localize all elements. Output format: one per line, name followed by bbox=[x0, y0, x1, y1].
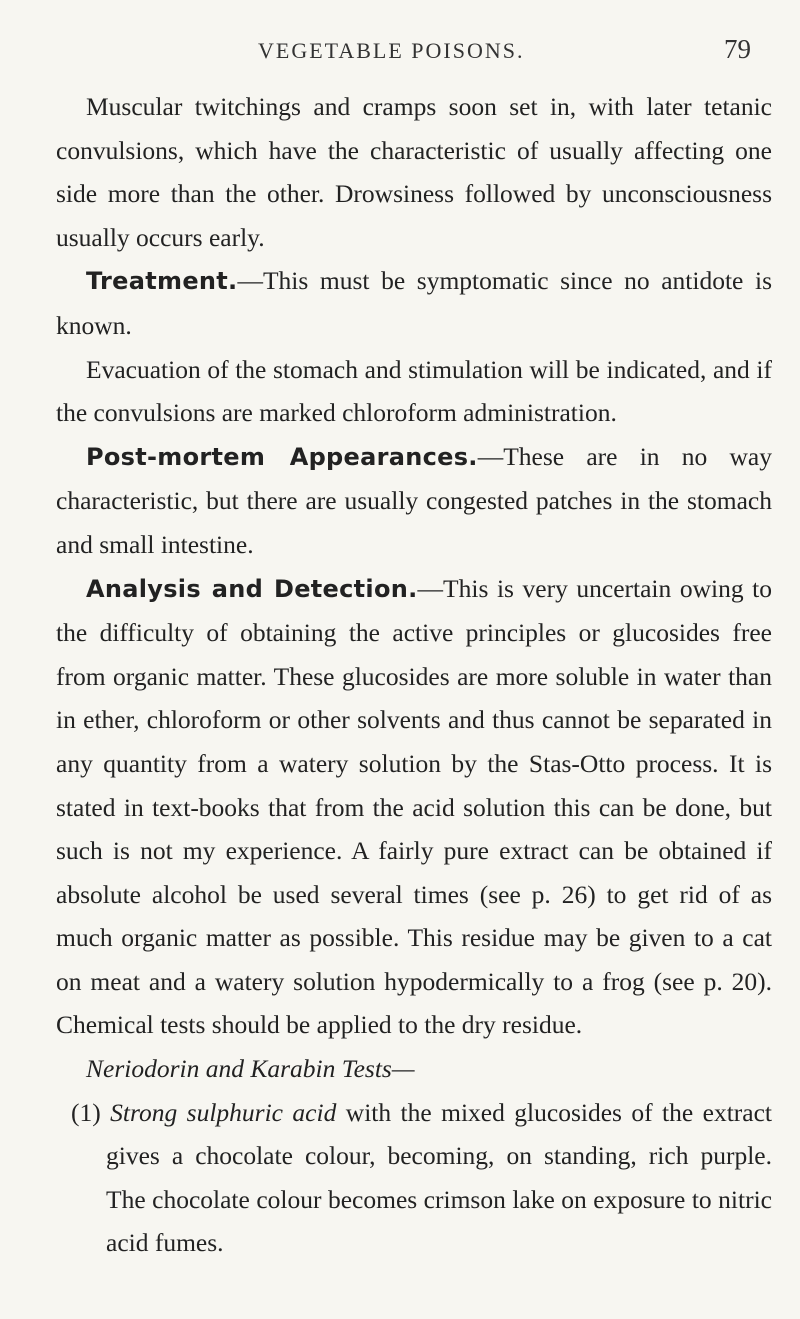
postmortem-text: —These are in no way characteristic, but there are usually congested patches in the stomach and small intestine. bbox=[56, 441, 772, 559]
heading-treatment: Treatment. bbox=[86, 267, 238, 296]
treatment-text: —This must be symptomatic since no antidote is known. bbox=[56, 266, 772, 340]
paragraph-postmortem bbox=[56, 435, 772, 567]
paragraph-symptoms: Muscular twitchings and cramps soon set in, with later tetanic convulsions, which have the characteristic of usually affecting one side more than the other. Drowsiness followed by unconsciousness usually occurs early. bbox=[56, 92, 772, 252]
list-item bbox=[56, 1091, 772, 1265]
page-number: 79 bbox=[724, 34, 751, 64]
paragraph-evacuation: Evacuation of the stomach and stimulation will be indicated, and if the convulsions are marked chloroform administration. bbox=[56, 354, 772, 428]
paragraph-analysis bbox=[56, 567, 772, 1048]
heading-tests: Neriodorin and Karabin Tests— bbox=[86, 1054, 415, 1084]
analysis-text: —This is very uncertain owing to the difficulty of obtaining the active principles or glucosides free from organic matter. These glucosides are more soluble in water than in ether, chloroform or other solvents and thus cannot be separated in any quantity from a watery solution by the Stas-Otto process. It is stated in text-books that from the acid solution this can be done, but such is not my experience. A fairly pure extract can be obtained if absolute alcohol be used several times (see p. 26) to get rid of as much organic matter as possible. This residue may be given to a cat on meat and a watery solution hypodermically to a frog (see p. 20). Chemical tests should be applied to the dry residue. bbox=[56, 573, 772, 1040]
list-item-number: (1) bbox=[71, 1097, 101, 1127]
heading-analysis: Analysis and Detection. bbox=[86, 574, 418, 603]
paragraph-treatment bbox=[56, 259, 772, 347]
running-head: VEGETABLE POISONS. bbox=[258, 38, 525, 63]
page-body bbox=[56, 85, 772, 1265]
list-item-text: with the mixed glucosides of the extract gives a chocolate colour, becoming, on standing, rich purple. The chocolate colour becomes crimson lake on exposure to nitric acid fumes. bbox=[106, 1097, 773, 1258]
heading-postmortem: Post-mortem Appearances. bbox=[86, 442, 478, 471]
reagent-name: Strong sulphuric acid bbox=[110, 1097, 337, 1127]
